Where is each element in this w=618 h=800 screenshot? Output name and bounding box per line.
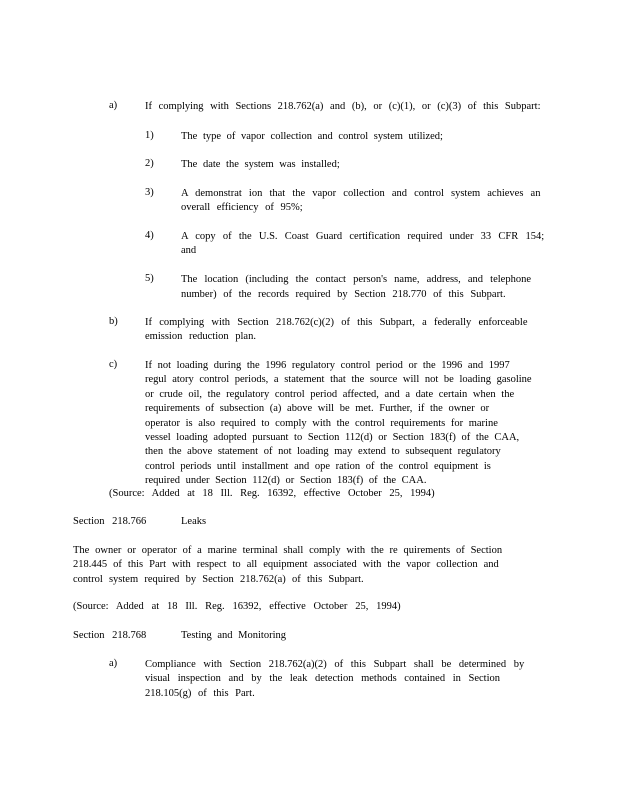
subitem-5-number: 5) <box>145 273 154 284</box>
subitem-5-text-line-1: The location (including the contact person's name, address, and telephone <box>181 274 531 285</box>
section-766-number: Section 218.766 <box>73 516 147 527</box>
subitem-1-text: The type of vapor collection and control system utilized; <box>181 131 443 142</box>
subitem-3-text-line-2: overall efficiency of 95%; <box>181 202 303 213</box>
item-c-line: control periods until installment and ope ration of the control equipment is <box>145 460 491 472</box>
section-766-line: control system required by Section 218.762(a) of this Subpart. <box>73 573 364 585</box>
item-c-line: requirements of subsection (a) above will be met. Further, if the owner or <box>145 403 490 415</box>
section-768-number: Section 218.768 <box>73 630 147 641</box>
item-c-line: regul atory control periods, a statement that the source will not be loading gasoline <box>145 374 532 386</box>
item-a-label: a) <box>109 100 118 111</box>
section-766-title: Leaks <box>181 516 207 527</box>
section-766-source: (Source: Added at 18 Ill. Reg. 16392, effective October 25, 1994) <box>73 601 401 612</box>
item-b-text-line-1: If complying with Section 218.762(c)(2) of this Subpart, a federally enforceable <box>145 317 528 328</box>
subitem-2-number: 2) <box>145 158 154 169</box>
subitem-4-text-line-2: and <box>181 245 197 256</box>
item-c-line: operator is also required to comply with the control requirements for marine <box>145 417 498 429</box>
item-c-label: c) <box>109 359 118 370</box>
subitem-3-number: 3) <box>145 187 154 198</box>
subitem-1-number: 1) <box>145 130 154 141</box>
item-b-label: b) <box>109 316 118 327</box>
subitem-5-text-line-2: number) of the records required by Section 218.770 of this Subpart. <box>181 289 506 300</box>
section-768-title: Testing and Monitoring <box>181 630 287 641</box>
section-768-line: visual inspection and by the leak detection methods contained in Section <box>145 673 501 685</box>
section-766-line: The owner or operator of a marine terminal shall comply with the re quirements of Section <box>73 545 503 556</box>
section-768-item-a-paragraph <box>145 658 524 701</box>
subitem-3-text-line-1: A demonstrat ion that the vapor collection and control system achieves an <box>181 188 541 199</box>
section-766-line: 218.445 of this Part with respect to all equipment associated with the vapor collection and <box>73 559 499 571</box>
item-c-line: or crude oil, the regulatory control period affected, and a date certain when the <box>145 388 515 400</box>
item-c-line: then the above statement of not loading may extend to subsequent regulatory <box>145 446 501 458</box>
item-c-line: vessel loading adopted pursuant to Section 112(d) or Section 183(f) of the CAA, <box>145 432 520 444</box>
source-note: (Source: Added at 18 Ill. Reg. 16392, effective October 25, 1994) <box>109 488 435 499</box>
subitem-4-text-line-1: A copy of the U.S. Coast Guard certification required under 33 CFR 154; <box>181 231 545 242</box>
section-766-paragraph <box>73 544 502 587</box>
item-c-line: If not loading during the 1996 regulatory control period or the 1996 and 1997 <box>145 360 510 371</box>
item-b-text-line-2: emission reduction plan. <box>145 331 256 342</box>
subitem-4-number: 4) <box>145 230 154 241</box>
subitem-2-text: The date the system was installed; <box>181 159 340 170</box>
section-768-item-a-label: a) <box>109 658 118 669</box>
section-768-line: 218.105(g) of this Part. <box>145 687 255 699</box>
item-a-intro: If complying with Sections 218.762(a) and (b), or (c)(1), or (c)(3) of this Subpart: <box>145 101 541 112</box>
item-c-paragraph <box>145 359 532 489</box>
section-768-line: Compliance with Section 218.762(a)(2) of this Subpart shall be determined by <box>145 659 525 670</box>
item-c-line: required under Section 112(d) or Section 183(f) of the CAA. <box>145 475 427 487</box>
